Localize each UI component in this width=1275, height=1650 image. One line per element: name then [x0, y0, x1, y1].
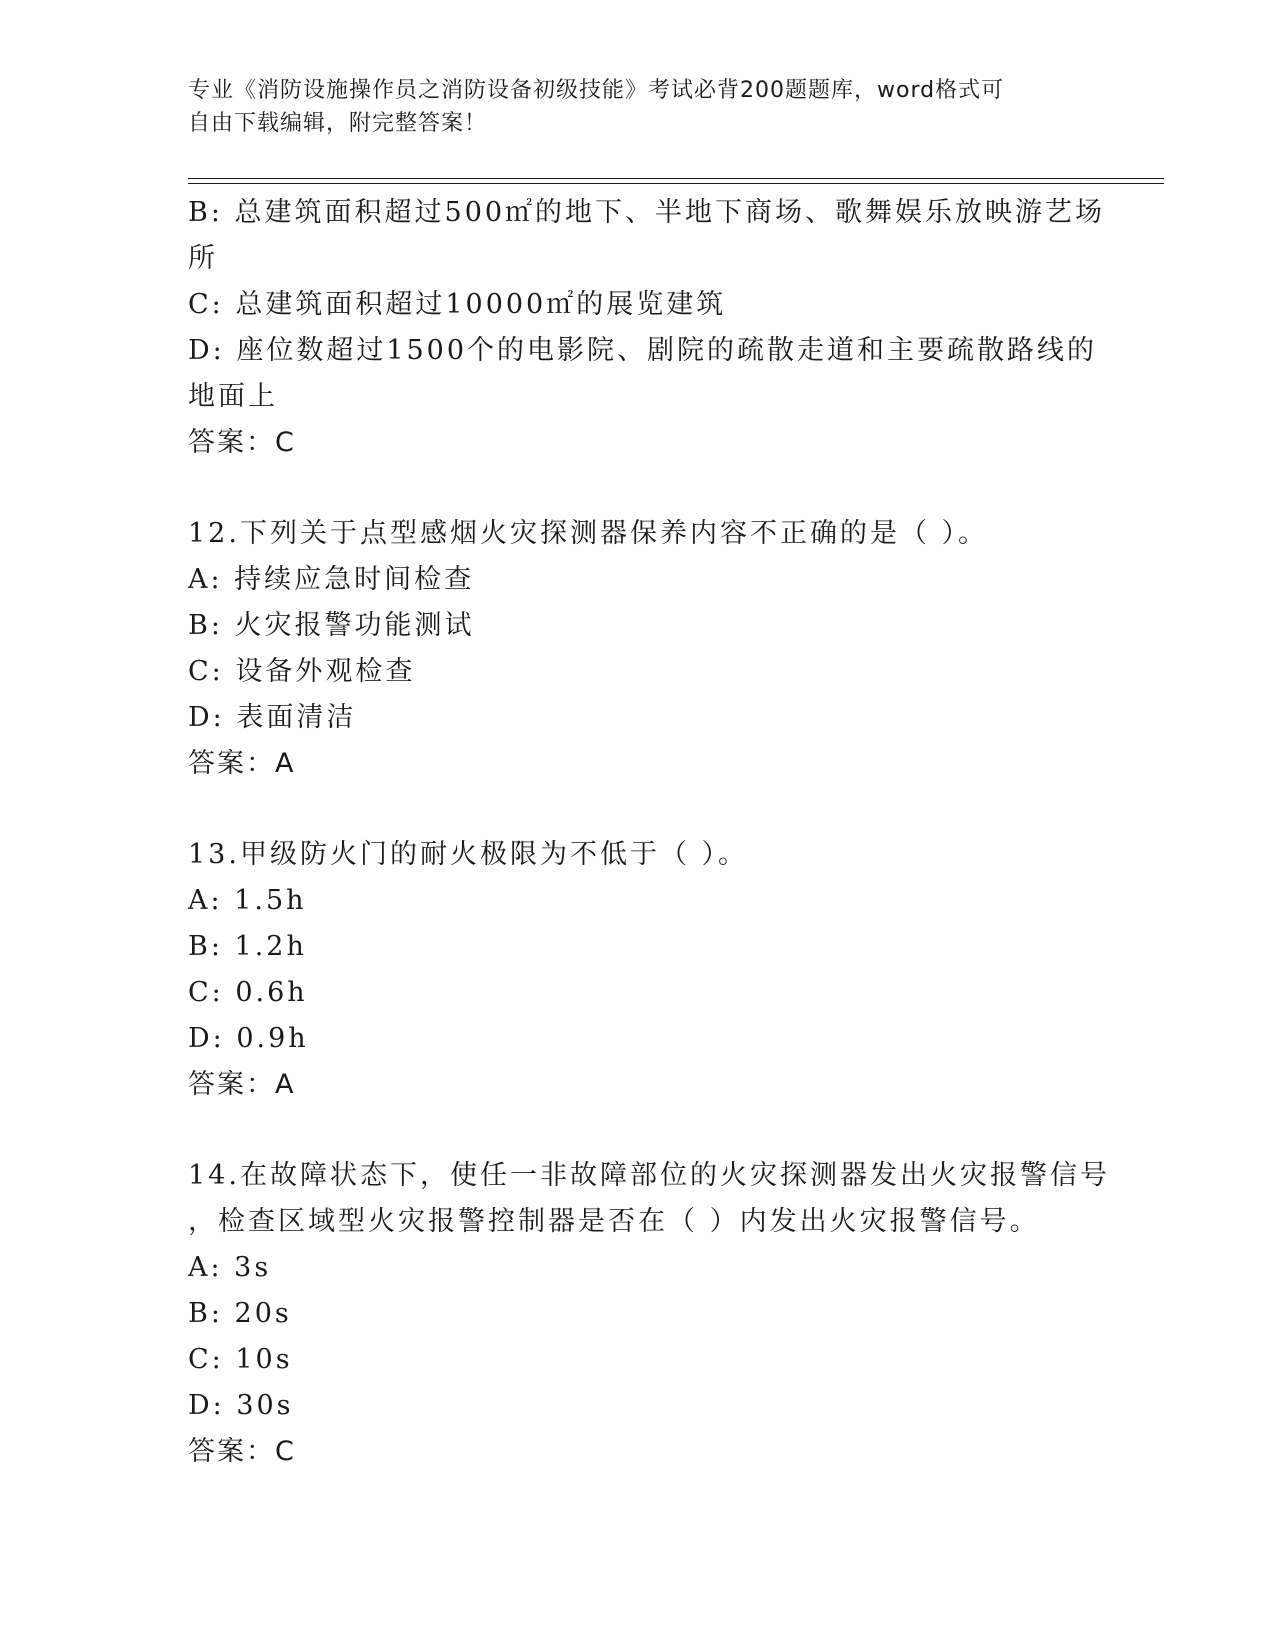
option-d: D: 30s: [188, 1390, 294, 1421]
header-line-2: 自由下载编辑，附完整答案！: [188, 111, 488, 136]
option-b: B: 1.2h: [188, 931, 307, 962]
option-a: A: 3s: [188, 1252, 272, 1283]
option-c: C: 设备外观检查: [188, 656, 416, 687]
option-a: A: 1.5h: [188, 885, 307, 916]
option-b: B: 火灾报警功能测试: [188, 610, 475, 641]
question-stem-line-2: ，检查区域型火灾报警控制器是否在（ ）内发出火灾报警信号。: [188, 1206, 1040, 1237]
header-divider-top: [188, 178, 1164, 179]
answer: 答案：A: [188, 748, 296, 779]
option-a: A: 持续应急时间检查: [188, 564, 475, 595]
option-b-line-1: B: 总建筑面积超过500㎡的地下、半地下商场、歌舞娱乐放映游艺场: [188, 197, 1106, 228]
option-d: D: 表面清洁: [188, 702, 357, 733]
question-stem-line-1: 14.在故障状态下，使任一非故障部位的火灾探测器发出火灾报警信号: [188, 1160, 1110, 1191]
option-c: C: 10s: [188, 1344, 293, 1375]
header-line-1: 专业《消防设施操作员之消防设备初级技能》考试必背200题题库，word格式可: [188, 78, 1005, 103]
spacer: [188, 787, 1088, 832]
question-stem: 13.甲级防火门的耐火极限为不低于（ ）。: [188, 839, 749, 870]
answer: 答案：C: [188, 427, 296, 458]
option-c: C: 0.6h: [188, 977, 308, 1008]
question-content: [188, 190, 1110, 1475]
option-d-line-2: 地面上: [188, 381, 278, 412]
spacer: [188, 466, 1088, 511]
option-d: D: 0.9h: [188, 1023, 309, 1054]
question-13: [188, 832, 1088, 1108]
document-header: [188, 74, 1088, 140]
answer: 答案：A: [188, 1069, 296, 1100]
option-d-line-1: D: 座位数超过1500个的电影院、剧院的疏散走道和主要疏散路线的: [188, 335, 1098, 366]
option-b: B: 20s: [188, 1298, 292, 1329]
question-12: [188, 511, 1088, 787]
option-b-line-2: 所: [188, 243, 218, 274]
option-c: C: 总建筑面积超过10000㎡的展览建筑: [188, 289, 727, 320]
header-divider-bottom: [188, 183, 1164, 184]
answer: 答案：C: [188, 1436, 296, 1467]
question-stem: 12.下列关于点型感烟火灾探测器保养内容不正确的是（ ）。: [188, 518, 989, 549]
question-11-continued: [188, 190, 1106, 466]
question-14: [188, 1153, 1110, 1475]
spacer: [188, 1108, 1088, 1153]
